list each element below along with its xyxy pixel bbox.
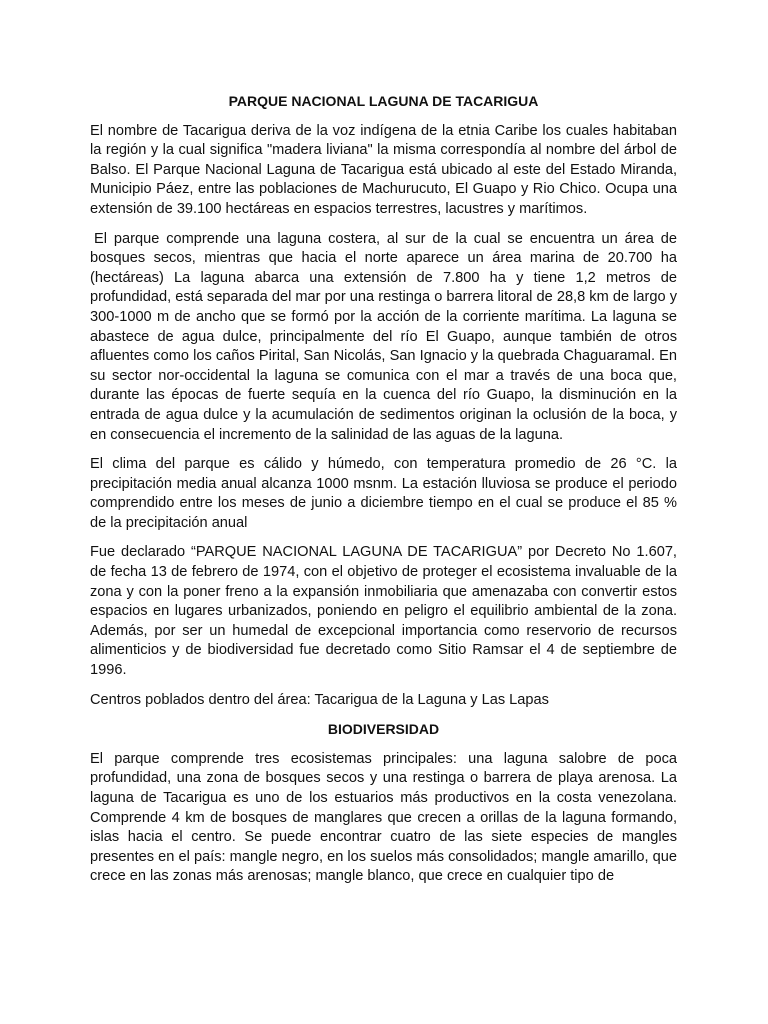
paragraph-biodiversity: El parque comprende tres ecosistemas principales: una laguna salobre de poca profundidad, una zona de bosques secos y una restinga o barrera de playa arenosa. La laguna de Tacarigua es uno de los estuarios más productivos en la costa venezolana. Comprende 4 km de bosques de manglares que crecen a orillas de la laguna formando, islas hacia el centro. Se puede encontrar cuatro de las siete especies de mangles presentes en el país: mangle negro, en los suelos más consolidados; mangle amarillo, que crece en las zonas más arenosas; mangle blanco, que crece en cualquier tipo de bbox=[90, 750, 677, 885]
paragraph-name-origin: El nombre de Tacarigua deriva de la voz indígena de la etnia Caribe los cuales habitaban la región y la cual significa "madera liviana" la misma correspondía al nombre del árbol de Balso. El Parque Nacional Laguna de Tacarigua está ubicado al este del Estado Miranda, Municipio Páez, entre las poblaciones de Machurucuto, El Guapo y Rio Chico. Ocupa una extensión de 39.100 hectáreas en espacios terrestres, lacustres y marítimos. bbox=[90, 122, 677, 217]
document-title: PARQUE NACIONAL LAGUNA DE TACARIGUA bbox=[228, 93, 539, 109]
section-heading-biodiversity: BIODIVERSIDAD bbox=[327, 721, 440, 738]
paragraph-settlements: Centros poblados dentro del área: Tacarigua de la Laguna y Las Lapas bbox=[90, 691, 549, 708]
paragraph-climate: El clima del parque es cálido y húmedo, con temperatura promedio de 26 °C. la precipitación media anual alcanza 1000 msnm. La estación lluviosa se produce el periodo comprendido entre los meses de junio a diciembre tiempo en el cual se produce el 85 % de la precipitación anual bbox=[90, 456, 677, 531]
paragraph-lagoon-description: El parque comprende una laguna costera, al sur de la cual se encuentra un área de bosques secos, mientras que hacia el norte aparece un área marina de 20.700 ha (hectáreas) La laguna abarca una extensión de 7.800 ha y tiene 1,2 metros de profundidad, está separada del mar por una restinga o barrera litoral de 28,8 km de largo y 300-1000 m de ancho que se formó por la acción de la corriente marítima. La laguna se abastece de agua dulce, principalmente del río El Guapo, aunque también de otros afluentes como los caños Pirital, San Nicolás, San Ignacio y la quebrada Chaguaramal. En su sector nor-occidental la laguna se comunica con el mar a través de una boca que, durante las épocas de fuerte sequía en la cuenca del río Guapo, la disminución en la entrada de agua dulce y la acumulación de sedimentos originan la oclusión de la boca, y en consecuencia el incremento de la salinidad de las aguas de la laguna. bbox=[90, 230, 677, 443]
paragraph-declaration: Fue declarado “PARQUE NACIONAL LAGUNA DE TACARIGUA” por Decreto No 1.607, de fecha 13 de febrero de 1974, con el objetivo de proteger el ecosistema invaluable de la zona y con la poner freno a la expansión inmobiliaria que amenazaba con convertir estos espacios en lugares urbanizados, poniendo en peligro el equilibrio ambiental de la zona. Además, por ser un humedal de excepcional importancia como reservorio de recursos alimenticios y de biodiversidad fue decretado como Sitio Ramsar el 4 de septiembre de 1996. bbox=[90, 544, 677, 679]
document-page bbox=[90, 92, 677, 897]
